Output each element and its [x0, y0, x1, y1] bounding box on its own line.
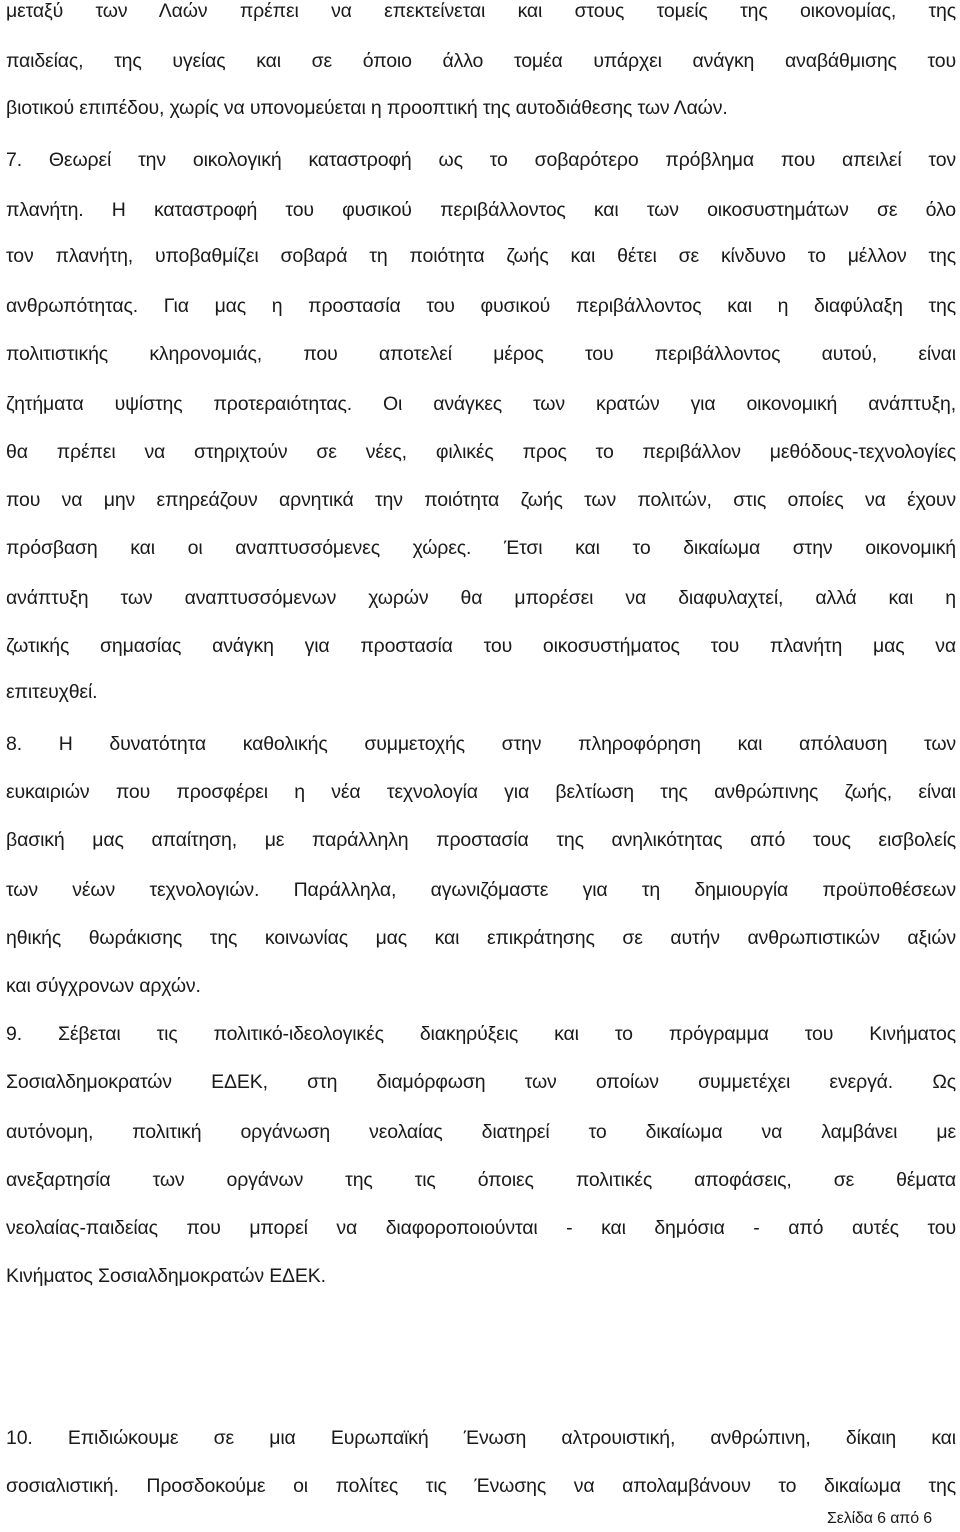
paragraph-line: Κινήματος Σοσιαλδημοκρατών ΕΔΕΚ. — [6, 1265, 326, 1287]
paragraph-line: παιδείας, της υγείας και σε όποιο άλλο τομέα υπάρχει ανάγκη αναβάθμισης του — [6, 50, 956, 72]
paragraph-line: ανθρωπότητας. Για μας η προστασία του φυσικού περιβάλλοντος και η διαφύλαξη της — [6, 295, 956, 317]
document-page — [6, 0, 956, 1532]
paragraph-line: ευκαιριών που προσφέρει η νέα τεχνολογία για βελτίωση της ανθρώπινης ζωής, είναι — [6, 781, 956, 803]
paragraph-line: αυτόνομη, πολιτική οργάνωση νεολαίας διατηρεί το δικαίωμα να λαμβάνει με — [6, 1121, 956, 1143]
paragraph-line: ζητήματα υψίστης προτεραιότητας. Οι ανάγκες των κρατών για οικονομική ανάπτυξη, — [6, 393, 956, 415]
paragraph-line: νεολαίας-παιδείας που μπορεί να διαφοροποιούνται - και δημόσια - από αυτές του — [6, 1217, 956, 1239]
paragraph-line: θα πρέπει να στηριχτούν σε νέες, φιλικές προς το περιβάλλον μεθόδους-τεχνολογίες — [6, 441, 956, 463]
paragraph-line: επιτευχθεί. — [6, 681, 98, 703]
paragraph-line: μεταξύ των Λαών πρέπει να επεκτείνεται και στους τομείς της οικονομίας, της — [6, 0, 956, 22]
paragraph-line: 9. Σέβεται τις πολιτικό-ιδεολογικές διακηρύξεις και το πρόγραμμα του Κινήματος — [6, 1023, 956, 1045]
paragraph-line: και σύγχρονων αρχών. — [6, 975, 201, 997]
paragraph-line: ζωτικής σημασίας ανάγκη για προστασία του οικοσυστήματος του πλανήτη μας να — [6, 635, 956, 657]
paragraph-line: Σοσιαλδημοκρατών ΕΔΕΚ, στη διαμόρφωση των οποίων συμμετέχει ενεργά. Ως — [6, 1071, 956, 1093]
paragraph-line: των νέων τεχνολογιών. Παράλληλα, αγωνιζόμαστε για τη δημιουργία προϋποθέσεων — [6, 879, 956, 901]
paragraph-line: τον πλανήτη, υποβαθμίζει σοβαρά τη ποιότητα ζωής και θέτει σε κίνδυνο το μέλλον της — [6, 245, 956, 267]
page-number-footer: Σελίδα 6 από 6 — [827, 1510, 932, 1527]
paragraph-line: που να μην επηρεάζουν αρνητικά την ποιότητα ζωής των πολιτών, στις οποίες να έχουν — [6, 489, 956, 511]
paragraph-line: 8. Η δυνατότητα καθολικής συμμετοχής στην πληροφόρηση και απόλαυση των — [6, 733, 956, 755]
paragraph-line: βασική μας απαίτηση, με παράλληλη προστασία της ανηλικότητας από τους εισβολείς — [6, 829, 956, 851]
paragraph-line: ηθικής θωράκισης της κοινωνίας μας και επικράτησης σε αυτήν ανθρωπιστικών αξιών — [6, 927, 956, 949]
paragraph-line: ανάπτυξη των αναπτυσσόμενων χωρών θα μπορέσει να διαφυλαχτεί, αλλά και η — [6, 587, 956, 609]
paragraph-line: 7. Θεωρεί την οικολογική καταστροφή ως το σοβαρότερο πρόβλημα που απειλεί τον — [6, 149, 956, 171]
paragraph-line: πολιτιστικής κληρονομιάς, που αποτελεί μέρος του περιβάλλοντος αυτού, είναι — [6, 343, 956, 365]
paragraph-line: βιοτικού επιπέδου, χωρίς να υπονομεύεται η προοπτική της αυτοδιάθεσης των Λαών. — [6, 97, 728, 119]
paragraph-line: σοσιαλιστική. Προσδοκούμε οι πολίτες τις Ένωσης να απολαμβάνουν το δικαίωμα της — [6, 1475, 956, 1497]
paragraph-line: 10. Επιδιώκουμε σε μια Ευρωπαϊκή Ένωση αλτρουιστική, ανθρώπινη, δίκαιη και — [6, 1427, 956, 1449]
paragraph-line: ανεξαρτησία των οργάνων της τις όποιες πολιτικές αποφάσεις, σε θέματα — [6, 1169, 956, 1191]
paragraph-line: πρόσβαση και οι αναπτυσσόμενες χώρες. Έτσι και το δικαίωμα στην οικονομική — [6, 537, 956, 559]
paragraph-line: πλανήτη. Η καταστροφή του φυσικού περιβάλλοντος και των οικοσυστημάτων σε όλο — [6, 199, 956, 221]
